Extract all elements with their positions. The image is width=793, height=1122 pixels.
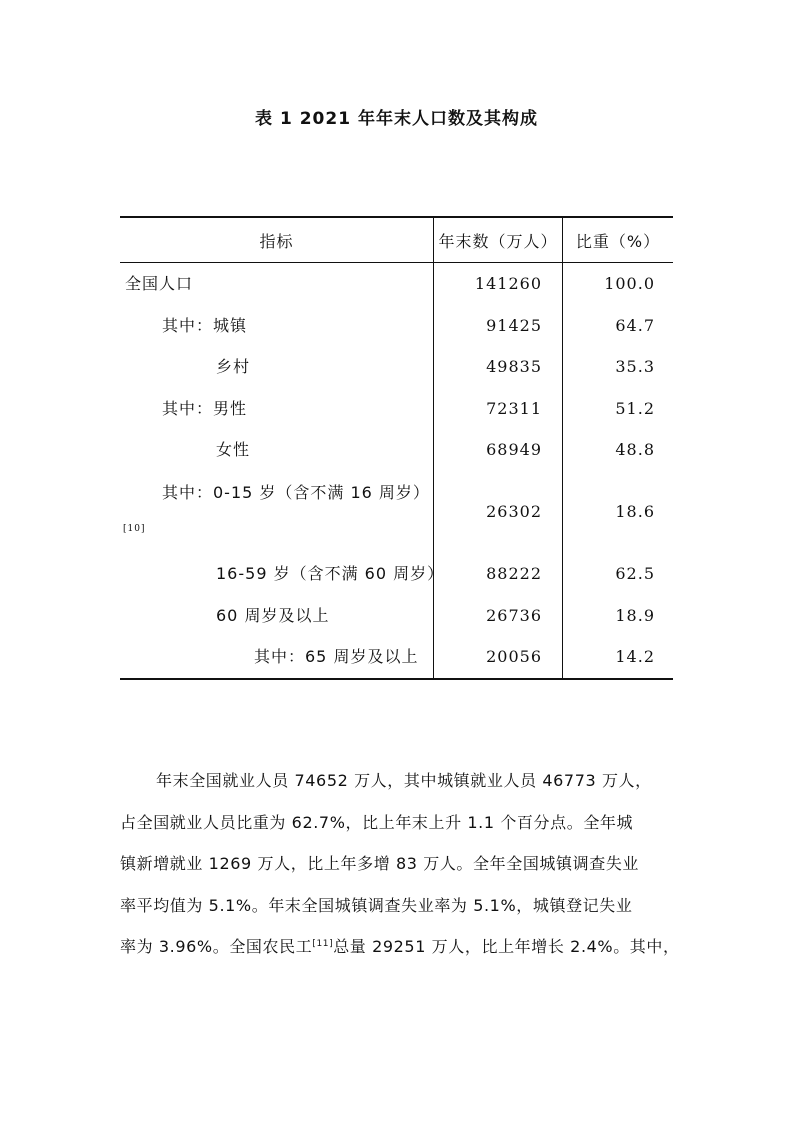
row-share: 64.7 [615,315,655,335]
header-indicator: 指标 [120,218,434,262]
row-value: 26736 [434,595,563,637]
row-value: 49835 [434,346,563,388]
table-row [120,471,673,553]
row-share: 100.0 [604,274,655,293]
table-row [120,636,673,678]
row-share: 35.3 [615,357,655,377]
row-label-age-16-59: 16-59 岁（含不满 60 周岁） [216,563,445,583]
row-label-age-0-15: 其中：0-15 岁（含不满 16 周岁） [162,482,430,502]
paragraph-line: 占全国就业人员比重为 62.7%，比上年末上升 1.1 个百分点。全年城 [120,812,634,832]
row-label-male: 其中：男性 [162,398,248,418]
row-label-age-60-plus: 60 周岁及以上 [216,605,330,625]
paragraph-line: 镇新增就业 1269 万人，比上年多增 83 万人。全年全国城镇调查失业 [120,854,640,874]
paragraph-line: 率平均值为 5.1%。年末全国城镇调查失业率为 5.1%，城镇登记失业 [120,895,633,915]
table-row [120,553,673,595]
row-value: 88222 [434,553,563,595]
header-share: 比重（%） [575,231,661,251]
row-share: 18.9 [615,605,655,625]
table-title: 表 1 2021 年年末人口数及其构成 [255,109,538,129]
row-label-rural: 乡村 [216,357,251,377]
table-row [120,305,673,347]
row-value: 20056 [434,636,563,678]
table-header-row [120,218,673,263]
row-label-female: 女性 [216,440,251,460]
row-value: 26302 [434,471,563,553]
employment-paragraph [120,760,680,968]
footnote-ref-10: [10] [123,523,146,534]
row-label-urban: 其中：城镇 [162,315,248,335]
row-share: 18.6 [615,501,655,521]
table-row [120,388,673,430]
row-value: 91425 [434,305,563,347]
row-label-age-65-plus: 其中：65 周岁及以上 [254,647,419,667]
row-value: 72311 [434,388,563,430]
row-share: 62.5 [615,563,655,583]
row-share: 51.2 [615,398,655,418]
paragraph-line [120,926,680,968]
header-year-end-count: 年末数（万人） [434,218,563,262]
paragraph-text: 率为 3.96%。全国农民工 [120,937,313,957]
population-table [120,216,673,680]
table-row [120,346,673,388]
row-label-total: 全国人口 [125,274,194,293]
table-row [120,263,673,305]
paragraph-line: 年末全国就业人员 74652 万人，其中城镇就业人员 46773 万人， [156,771,652,790]
row-share: 14.2 [615,647,655,667]
row-share: 48.8 [615,440,655,460]
table-row [120,595,673,637]
row-value: 141260 [434,263,563,305]
footnote-ref-11: [11] [312,939,334,950]
row-value: 68949 [434,429,563,471]
paragraph-text: 总量 29251 万人，比上年增长 2.4%。其中， [333,937,680,957]
table-row [120,429,673,471]
